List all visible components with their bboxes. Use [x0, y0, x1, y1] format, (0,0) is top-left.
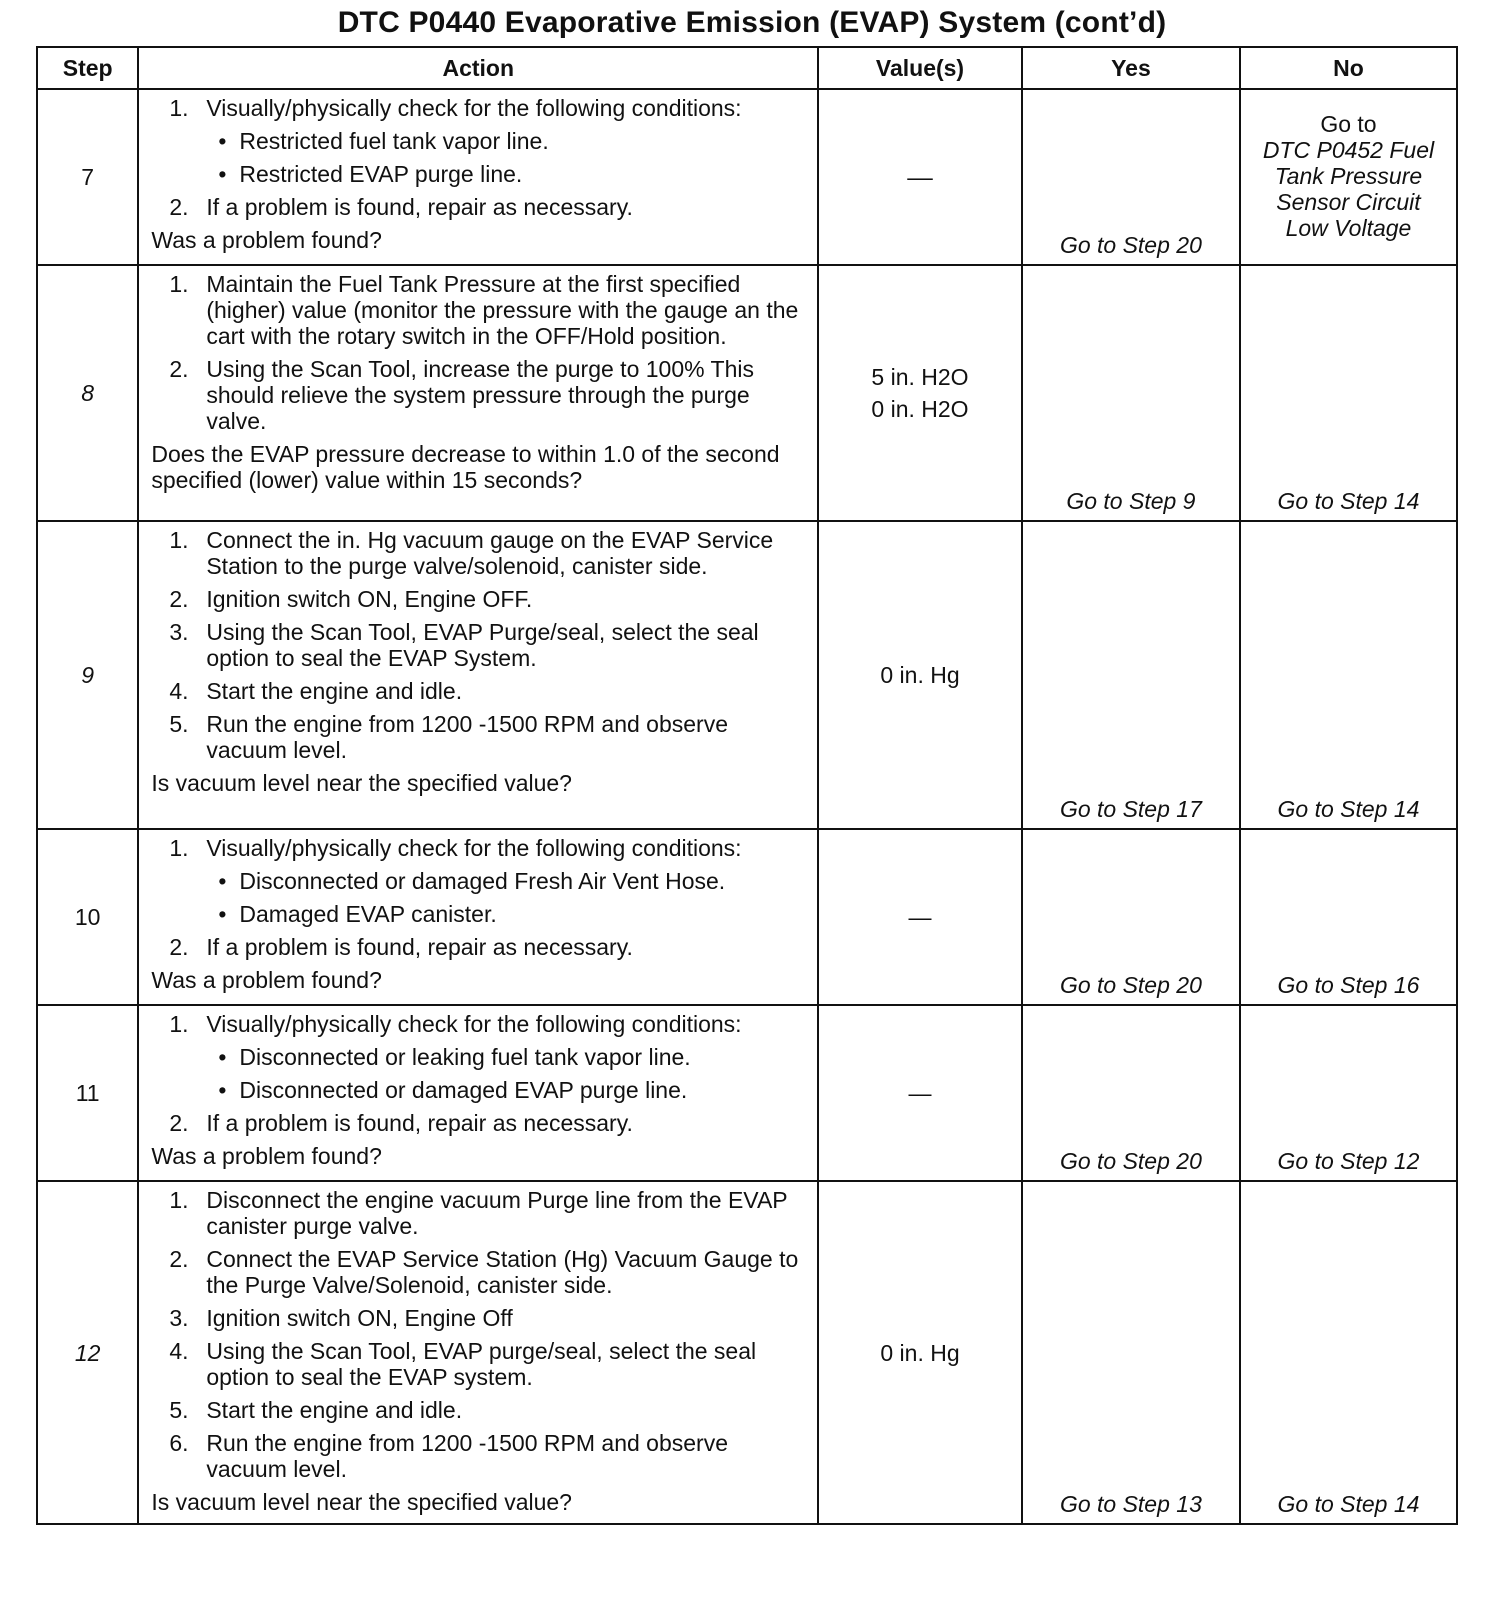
value-line: 5 in. H2O: [871, 364, 969, 390]
header-action: Action: [138, 47, 818, 89]
action-steps: [151, 1011, 807, 1136]
action-steps: [151, 271, 807, 434]
step-index: 2.: [169, 586, 189, 612]
value-line: ––: [907, 164, 933, 190]
action-step: [151, 194, 807, 220]
value-cell: [818, 521, 1022, 829]
action-step: [151, 1110, 807, 1136]
step-text: Run the engine from 1200 -1500 RPM and observe vacuum level.: [206, 1430, 728, 1482]
question-text: Was a problem found?: [151, 227, 382, 253]
step-text: Start the engine and idle.: [206, 678, 463, 704]
no-line: Sensor Circuit: [1276, 188, 1421, 215]
condition-list: [206, 1044, 807, 1103]
step-text: Using the Scan Tool, EVAP Purge/seal, select the seal option to seal the EVAP System.: [206, 619, 759, 671]
question-text: Is vacuum level near the specified value?: [151, 770, 572, 796]
action-step: [151, 356, 807, 434]
step-number: 10: [37, 829, 138, 1005]
action-step: [151, 1011, 807, 1103]
condition-item: • Restricted EVAP purge line.: [206, 161, 807, 187]
step-text: Connect the in. Hg vacuum gauge on the EVAP Service Station to the purge valve/solenoid, canister side.: [206, 527, 774, 579]
no-dtc-reference: [1242, 111, 1455, 241]
step-index: 1.: [169, 271, 189, 297]
header-yes: Yes: [1022, 47, 1240, 89]
action-step: [151, 95, 807, 187]
action-step: [151, 1246, 807, 1298]
question-text: Was a problem found?: [151, 967, 382, 993]
yes-cell: Go to Step 20: [1022, 89, 1240, 265]
action-step: [151, 835, 807, 927]
step-text: Maintain the Fuel Tank Pressure at the first specified (higher) value (monitor the pressure with the gauge an the cart with the rotary switch in the OFF/Hold position.: [206, 271, 799, 349]
question-text: Is vacuum level near the specified value?: [151, 1489, 572, 1515]
step-text: Ignition switch ON, Engine Off: [206, 1305, 513, 1331]
action-step: [151, 934, 807, 960]
header-no: No: [1240, 47, 1457, 89]
condition-item: • Disconnected or damaged Fresh Air Vent Hose.: [206, 868, 807, 894]
step-index: 1.: [169, 835, 189, 861]
step-index: 2.: [169, 1246, 189, 1272]
table-row: [37, 265, 1457, 521]
step-text: Visually/physically check for the following conditions:: [206, 95, 742, 121]
action-step: [151, 1430, 807, 1482]
no-cell: Go to Step 16: [1240, 829, 1457, 1005]
action-step: [151, 1187, 807, 1239]
no-line: Low Voltage: [1285, 214, 1412, 241]
value-cell: [818, 829, 1022, 1005]
step-text: Connect the EVAP Service Station (Hg) Vacuum Gauge to the Purge Valve/Solenoid, canister side.: [206, 1246, 799, 1298]
action-cell: [138, 521, 818, 829]
yes-cell: Go to Step 20: [1022, 829, 1240, 1005]
step-number: 8: [37, 265, 138, 521]
step-index: 3.: [169, 1305, 189, 1331]
action-cell: [138, 1005, 818, 1181]
no-cell: Go to Step 14: [1240, 265, 1457, 521]
step-index: 4.: [169, 1338, 189, 1364]
step-text: Run the engine from 1200 -1500 RPM and observe vacuum level.: [206, 711, 728, 763]
value-cell: [818, 1005, 1022, 1181]
table-header-row: [37, 47, 1457, 89]
step-index: 1.: [169, 1187, 189, 1213]
action-step: [151, 271, 807, 349]
value-line: 0 in. H2O: [871, 396, 969, 422]
step-text: Using the Scan Tool, increase the purge to 100% This should relieve the system pressure through the purge valve.: [206, 356, 754, 434]
action-steps: [151, 1187, 807, 1482]
page-title: DTC P0440 Evaporative Emission (EVAP) System (cont’d): [337, 6, 1167, 39]
action-step: [151, 527, 807, 579]
no-cell: [1240, 89, 1457, 265]
condition-item: • Damaged EVAP canister.: [206, 901, 807, 927]
step-text: Disconnect the engine vacuum Purge line from the EVAP canister purge valve.: [206, 1187, 788, 1239]
action-steps: [151, 835, 807, 960]
step-index: 3.: [169, 619, 189, 645]
action-cell: [138, 265, 818, 521]
no-line: Go to: [1320, 110, 1377, 137]
action-steps: [151, 527, 807, 763]
action-cell: [138, 89, 818, 265]
table-row: [37, 829, 1457, 1005]
step-text: If a problem is found, repair as necessary.: [206, 194, 633, 220]
condition-item: • Restricted fuel tank vapor line.: [206, 128, 807, 154]
value-line: —: [908, 904, 932, 930]
value-cell: [818, 89, 1022, 265]
question-text: Does the EVAP pressure decrease to within 1.0 of the second specified (lower) value within 15 seconds?: [151, 441, 780, 493]
table-row: [37, 1005, 1457, 1181]
header-step: Step: [37, 47, 138, 89]
step-index: 2.: [169, 356, 189, 382]
no-cell: Go to Step 12: [1240, 1005, 1457, 1181]
no-cell: Go to Step 14: [1240, 521, 1457, 829]
value-line: 0 in. Hg: [880, 1339, 960, 1366]
step-index: 5.: [169, 711, 189, 737]
step-index: 2.: [169, 934, 189, 960]
table-body: [37, 89, 1457, 1524]
table-row: [37, 89, 1457, 265]
table-row: [37, 1181, 1457, 1524]
table-row: [37, 521, 1457, 829]
action-cell: [138, 1181, 818, 1524]
step-text: Using the Scan Tool, EVAP purge/seal, select the seal option to seal the EVAP system.: [206, 1338, 757, 1390]
no-line: DTC P0452 Fuel: [1262, 136, 1435, 163]
action-step: [151, 1305, 807, 1331]
step-text: If a problem is found, repair as necessary.: [206, 934, 633, 960]
yes-cell: Go to Step 17: [1022, 521, 1240, 829]
step-index: 6.: [169, 1430, 189, 1456]
step-number: 7: [37, 89, 138, 265]
yes-cell: Go to Step 13: [1022, 1181, 1240, 1524]
yes-cell: Go to Step 9: [1022, 265, 1240, 521]
yes-cell: Go to Step 20: [1022, 1005, 1240, 1181]
header-values: Value(s): [818, 47, 1022, 89]
step-index: 4.: [169, 678, 189, 704]
action-steps: [151, 95, 807, 220]
step-text: Start the engine and idle.: [206, 1397, 463, 1423]
step-text: Ignition switch ON, Engine OFF.: [206, 586, 533, 612]
step-index: 1.: [169, 527, 189, 553]
no-cell: Go to Step 14: [1240, 1181, 1457, 1524]
action-step: [151, 619, 807, 671]
condition-item: • Disconnected or damaged EVAP purge line.: [206, 1077, 807, 1103]
condition-list: [206, 868, 807, 927]
action-step: [151, 1397, 807, 1423]
step-index: 2.: [169, 1110, 189, 1136]
step-number: 11: [37, 1005, 138, 1181]
no-line: Tank Pressure: [1274, 162, 1423, 189]
step-number: 12: [37, 1181, 138, 1524]
action-step: [151, 1338, 807, 1390]
step-text: Visually/physically check for the following conditions:: [206, 835, 742, 861]
step-index: 1.: [169, 1011, 189, 1037]
action-step: [151, 586, 807, 612]
step-index: 5.: [169, 1397, 189, 1423]
condition-item: • Disconnected or leaking fuel tank vapor line.: [206, 1044, 807, 1070]
value-line: 0 in. Hg: [880, 662, 960, 688]
step-text: If a problem is found, repair as necessary.: [206, 1110, 633, 1136]
value-line: —: [908, 1080, 932, 1106]
value-cell: [818, 1181, 1022, 1524]
action-step: [151, 711, 807, 763]
question-text: Was a problem found?: [151, 1143, 382, 1169]
value-cell: [818, 265, 1022, 521]
step-number: 9: [37, 521, 138, 829]
step-text: Visually/physically check for the following conditions:: [206, 1011, 742, 1037]
action-cell: [138, 829, 818, 1005]
step-index: 1.: [169, 95, 189, 121]
diagnostic-table: [36, 46, 1458, 1525]
action-step: [151, 678, 807, 704]
condition-list: [206, 128, 807, 187]
step-index: 2.: [169, 194, 189, 220]
